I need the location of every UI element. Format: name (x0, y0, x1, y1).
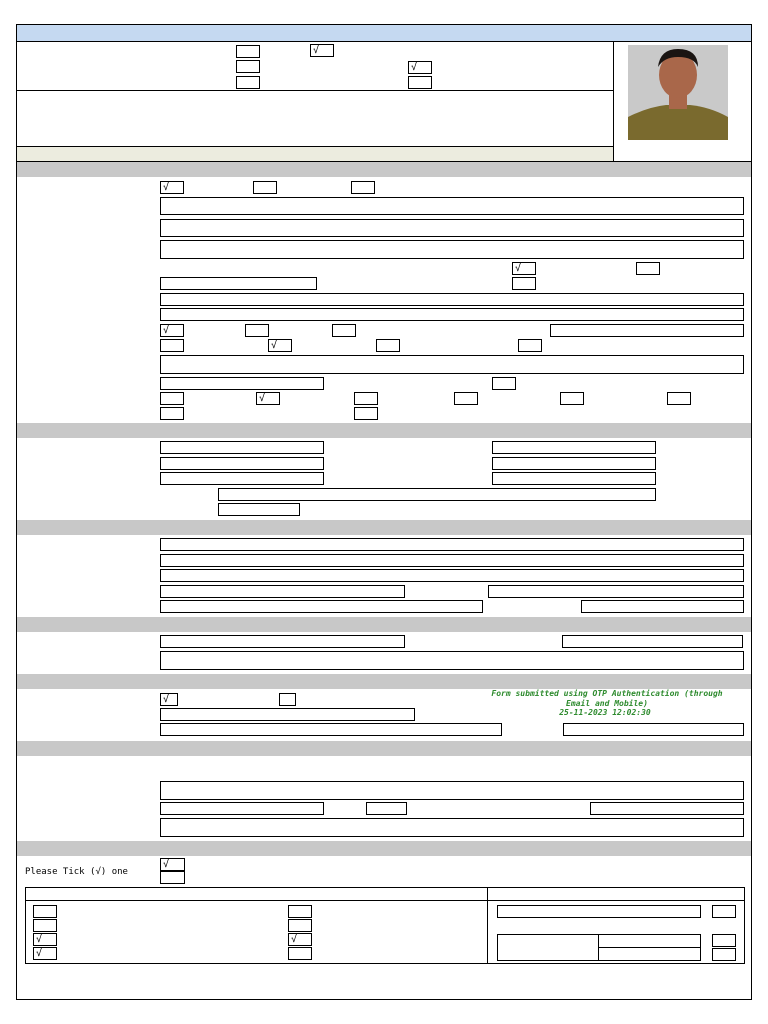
checkbox[interactable]: √ (160, 181, 184, 194)
section-band-4 (17, 617, 751, 632)
checkbox[interactable]: √ (160, 693, 178, 706)
checkbox[interactable] (354, 407, 378, 420)
checkbox[interactable]: √ (160, 324, 184, 337)
checkbox[interactable] (33, 919, 57, 932)
checkbox[interactable] (492, 377, 516, 390)
text-field[interactable] (160, 293, 744, 306)
text-field[interactable] (563, 723, 744, 736)
text-field[interactable] (160, 585, 405, 598)
text-field[interactable] (492, 457, 656, 470)
text-field[interactable] (160, 355, 744, 374)
text-field[interactable] (160, 377, 324, 390)
checkbox[interactable] (160, 392, 184, 405)
text-field[interactable] (590, 802, 744, 815)
text-field[interactable] (581, 600, 744, 613)
text-field[interactable] (160, 441, 324, 454)
text-field[interactable] (366, 802, 407, 815)
text-field[interactable] (160, 472, 324, 485)
checkbox[interactable] (712, 948, 736, 961)
text-field[interactable] (160, 197, 744, 215)
checkbox[interactable]: √ (512, 262, 536, 275)
applicant-photo (628, 45, 728, 140)
divider (598, 947, 701, 948)
section-band-7 (17, 841, 751, 856)
checkbox[interactable] (667, 392, 691, 405)
checkbox[interactable]: √ (160, 858, 185, 871)
text-field[interactable] (160, 538, 744, 551)
divider (17, 41, 751, 42)
text-field[interactable] (160, 651, 744, 670)
checkbox[interactable]: √ (288, 933, 312, 946)
checkbox[interactable] (160, 339, 184, 352)
section-band-3 (17, 520, 751, 535)
divider (17, 90, 613, 91)
text-field[interactable] (160, 781, 744, 800)
text-field[interactable] (160, 635, 405, 648)
form-header-band (17, 25, 751, 41)
text-field[interactable] (160, 818, 744, 837)
checkbox[interactable] (712, 934, 736, 947)
checkbox[interactable] (160, 871, 185, 884)
checkbox[interactable] (279, 693, 296, 706)
text-field[interactable] (160, 802, 324, 815)
text-field[interactable] (160, 277, 317, 290)
text-field[interactable] (562, 635, 743, 648)
checkbox[interactable] (560, 392, 584, 405)
submission-timestamp: 25-11-2023 12:02:30 (559, 708, 651, 717)
text-field[interactable] (218, 503, 300, 516)
checkbox[interactable] (288, 905, 312, 918)
please-tick-label: Please Tick (√) one (25, 867, 128, 877)
text-field[interactable] (160, 240, 744, 259)
checkbox[interactable] (288, 919, 312, 932)
text-field[interactable] (160, 708, 415, 721)
section-band-2 (17, 423, 751, 438)
text-field[interactable] (488, 585, 744, 598)
text-field[interactable] (160, 723, 502, 736)
header-tan-band (17, 146, 613, 161)
checkbox[interactable] (454, 392, 478, 405)
divider (487, 887, 488, 964)
checkbox[interactable] (253, 181, 277, 194)
divider (25, 900, 745, 901)
text-field[interactable] (218, 488, 656, 501)
text-field[interactable] (160, 308, 744, 321)
text-field[interactable] (160, 219, 744, 237)
text-field[interactable] (160, 569, 744, 582)
header-checkbox-4[interactable]: √ (408, 61, 432, 74)
text-field[interactable] (160, 457, 324, 470)
checkbox[interactable] (354, 392, 378, 405)
header-checkbox-6[interactable] (408, 76, 432, 89)
checkbox[interactable] (351, 181, 375, 194)
checkbox[interactable] (376, 339, 400, 352)
otp-authentication-note: Form submitted using OTP Authentication (through Email and Mobile) (491, 689, 723, 708)
checkbox[interactable] (518, 339, 542, 352)
checkbox[interactable]: √ (268, 339, 292, 352)
checkbox[interactable] (332, 324, 356, 337)
section-band-1 (17, 162, 751, 177)
section-band-6 (17, 741, 751, 756)
checkbox[interactable] (160, 407, 184, 420)
checkbox[interactable]: √ (33, 933, 57, 946)
text-field[interactable] (497, 905, 701, 918)
checkbox[interactable] (288, 947, 312, 960)
applicant-photo-image (628, 45, 728, 140)
photo-divider (613, 41, 614, 162)
header-checkbox-3[interactable] (236, 60, 260, 73)
text-field[interactable] (492, 441, 656, 454)
checkbox[interactable] (512, 277, 536, 290)
checkbox[interactable] (245, 324, 269, 337)
section-band-5 (17, 674, 751, 689)
text-field[interactable] (160, 554, 744, 567)
checkbox[interactable]: √ (256, 392, 280, 405)
header-checkbox-2[interactable]: √ (310, 44, 334, 57)
checkbox[interactable]: √ (33, 947, 57, 960)
text-field[interactable] (492, 472, 656, 485)
text-field[interactable] (160, 600, 483, 613)
checkbox[interactable] (636, 262, 660, 275)
checkbox[interactable] (712, 905, 736, 918)
text-field[interactable] (550, 324, 744, 337)
header-checkbox-1[interactable] (236, 45, 260, 58)
checkbox[interactable] (33, 905, 57, 918)
header-checkbox-5[interactable] (236, 76, 260, 89)
